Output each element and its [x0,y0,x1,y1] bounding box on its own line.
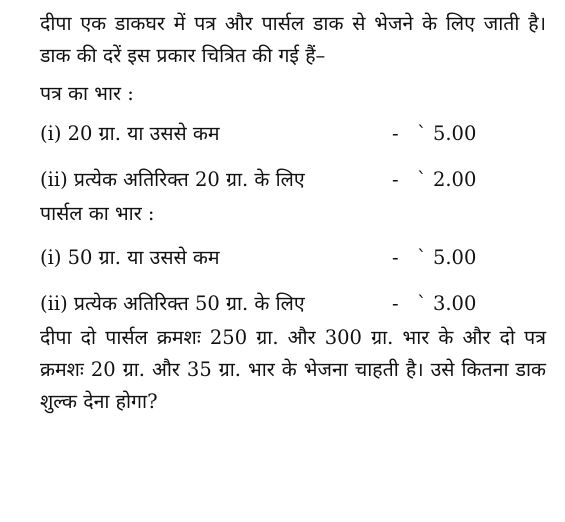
intro-paragraph: दीपा एक डाकघर में पत्र और पार्सल डाक से भेजने के लिए जाती है। डाक की दरें इस प्रकार चित्रित की गई हैं– [40,12,546,67]
letter-rate-row-1 [40,116,546,152]
parcels-heading: पार्सल का भार : [40,202,155,225]
letter-rate-row-2 [40,162,546,198]
rate-value: ` 5.00 [417,246,477,269]
rate-label: (ii) प्रत्येक अतिरिक्त 20 ग्रा. के लिए [40,168,305,191]
rate-dash: - [392,292,399,315]
parcel-rate-row-1 [40,240,546,276]
rate-label: (ii) प्रत्येक अतिरिक्त 50 ग्रा. के लिए [40,292,305,315]
rate-value: ` 5.00 [417,122,477,145]
question-paragraph: दीपा दो पार्सल क्रमशः 250 ग्रा. और 300 ग्रा. भार के और दो पत्र क्रमशः 20 ग्रा. और 35 ग्रा. भार के भेजना चाहती है। उसे कितना डाक शुल्क देना होगा? [40,326,546,413]
document-body [40,8,546,418]
parcel-rate-row-2 [40,286,546,322]
rate-dash: - [392,168,399,191]
rate-dash: - [392,122,399,145]
letters-heading: पत्र का भार : [40,82,134,105]
rate-value: ` 2.00 [417,168,477,191]
rate-label: (i) 50 ग्रा. या उससे कम [40,246,220,269]
rate-dash: - [392,246,399,269]
rate-label: (i) 20 ग्रा. या उससे कम [40,122,220,145]
rate-value: ` 3.00 [417,292,477,315]
